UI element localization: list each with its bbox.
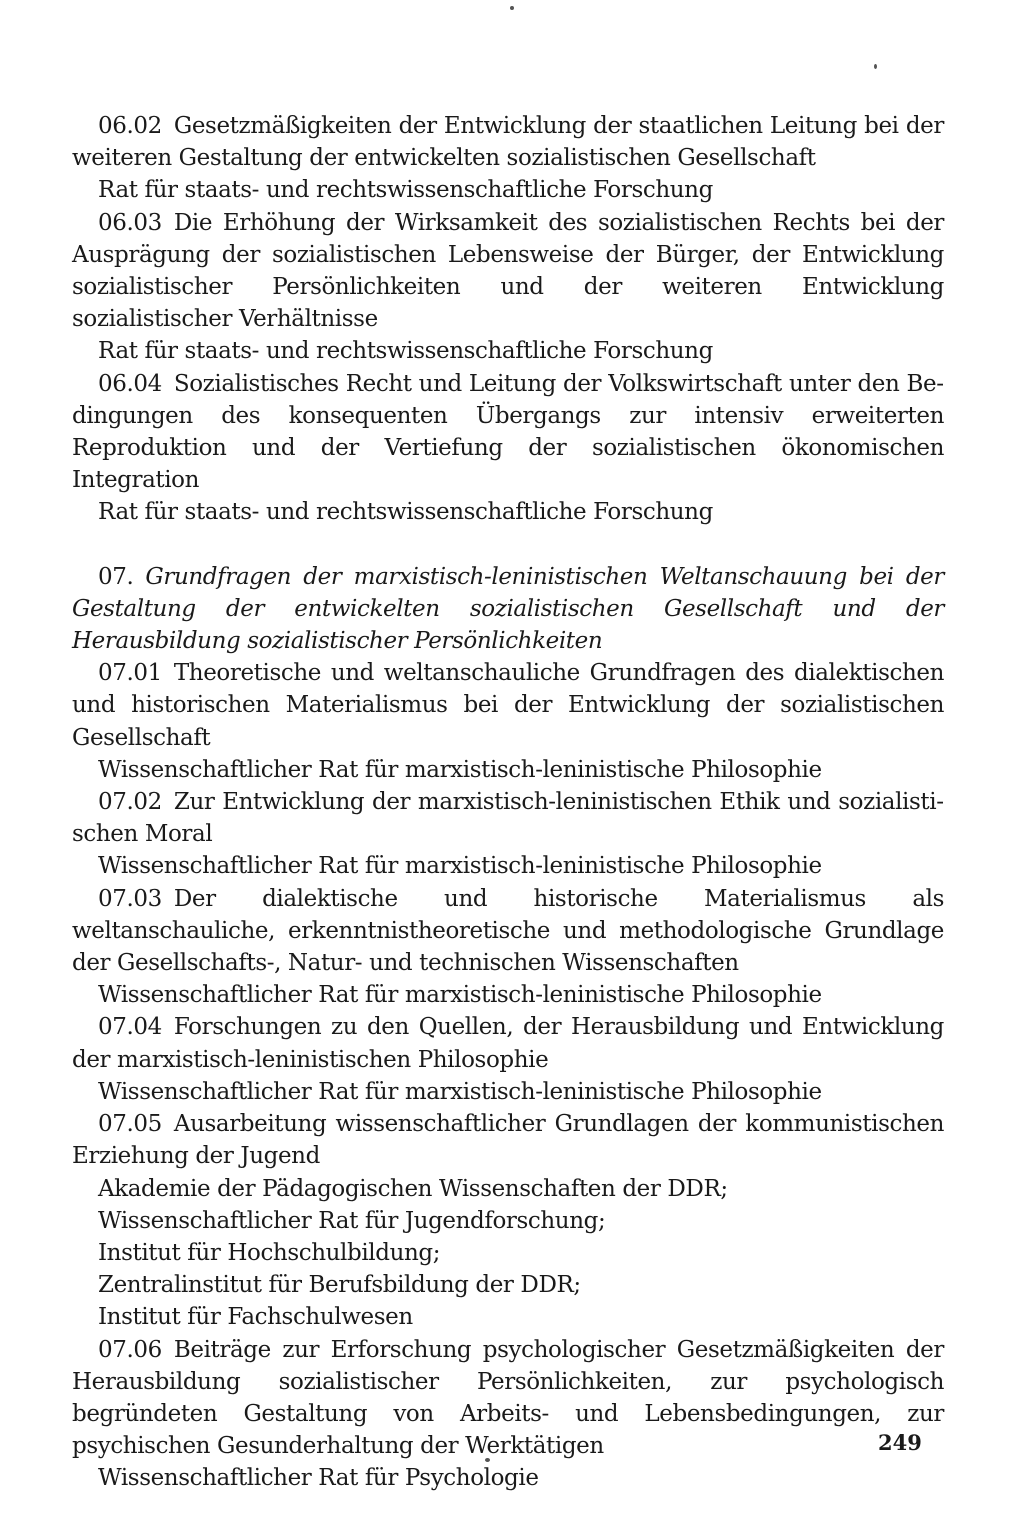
scan-speck bbox=[510, 6, 514, 10]
institution: Rat für staats- und rechtswissenschaftliche Forschung bbox=[98, 499, 713, 526]
entry-title: Die Erhöhung der Wirksamkeit des sozialistischen Rechts bei der Ausprägung der sozialistischen Lebensweise der Bürger, der Entwicklung sozialistischer Persönlichkeiten und der weiteren Entwicklung sozialistischer Verhältnisse bbox=[72, 209, 944, 333]
entry-text bbox=[72, 786, 944, 850]
entry-text bbox=[72, 1108, 944, 1172]
entry-title: Ausarbeitung wissenschaftlicher Grundlagen der kommunistischen Erziehung der Jugend bbox=[72, 1111, 944, 1170]
entry-number: 07.03 bbox=[98, 885, 162, 912]
entry-07-06 bbox=[72, 1334, 944, 1495]
entry-text bbox=[72, 1011, 944, 1075]
institution: Rat für staats- und rechtswissenschaftliche Forschung bbox=[98, 177, 713, 204]
entry-07-03 bbox=[72, 883, 944, 1012]
entry-number: 07.01 bbox=[98, 660, 162, 687]
heading-number: 07. bbox=[98, 563, 134, 590]
entry-07-01 bbox=[72, 657, 944, 786]
institution: Wissenschaftlicher Rat für marxistisch-leninistische Philosophie bbox=[98, 982, 822, 1009]
entry-text bbox=[72, 1334, 944, 1463]
scan-speck bbox=[874, 64, 877, 69]
institution: Zentralinstitut für Berufsbildung der DDR; bbox=[98, 1272, 581, 1299]
section-gap bbox=[72, 529, 944, 561]
entry-text bbox=[72, 657, 944, 754]
entry-06-02 bbox=[72, 110, 944, 207]
institution: Rat für staats- und rechtswissenschaftliche Forschung bbox=[98, 338, 713, 365]
entry-number: 07.05 bbox=[98, 1111, 162, 1138]
document-body bbox=[72, 110, 944, 1495]
institution: Institut für Fachschulwesen bbox=[98, 1304, 413, 1331]
entry-text bbox=[72, 368, 944, 497]
institution: Wissenschaftlicher Rat für marxistisch-leninistische Philosophie bbox=[98, 853, 822, 880]
institution: Wissenschaftlicher Rat für marxistisch-leninistische Philosophie bbox=[98, 1078, 822, 1105]
entry-title: Der dialektische und historische Materialismus als weltanschauliche, erkenntnistheoretische und methodologische Grundlage der Gesellschafts-, Natur- und technischen Wissenschaften bbox=[72, 885, 944, 977]
entry-number: 06.02 bbox=[98, 113, 162, 139]
entry-title: Forschungen zu den Quellen, der Herausbildung und Entwicklung der marxistisch-leninistischen Philosophie bbox=[72, 1014, 944, 1073]
institution: Akademie der Pädagogischen Wissenschaften der DDR; bbox=[98, 1175, 728, 1202]
entry-text bbox=[72, 110, 944, 174]
entry-number: 06.03 bbox=[98, 209, 162, 236]
institution: Wissenschaftlicher Rat für Psychologie bbox=[98, 1465, 539, 1492]
entry-06-04 bbox=[72, 368, 944, 529]
entry-title: Gesetzmäßigkeiten der Entwicklung der staatlichen Leitung bei der weiteren Gestaltung der entwickelten sozialistischen Gesellschaft bbox=[72, 113, 944, 172]
entry-06-03 bbox=[72, 207, 944, 368]
institution: Wissenschaftlicher Rat für Jugendforschung; bbox=[98, 1207, 606, 1234]
entry-07-02 bbox=[72, 786, 944, 883]
entry-07-04 bbox=[72, 1011, 944, 1108]
entry-text bbox=[72, 883, 944, 980]
entry-title: Zur Entwicklung der marxistisch-leninistischen Ethik und sozialistischen Moral bbox=[72, 789, 944, 848]
institution: Wissenschaftlicher Rat für marxistisch-leninistische Philosophie bbox=[98, 756, 822, 783]
entry-title: Beiträge zur Erforschung psychologischer Gesetzmäßigkeiten der Herausbildung sozialistischer Persönlichkeiten, zur psychologisch begründeten Gestaltung von Arbeits- und Lebensbedingungen, zur psychischen Gesunderhaltung der Werktätigen bbox=[72, 1336, 944, 1460]
entry-07-05 bbox=[72, 1108, 944, 1333]
entry-title: Theoretische und weltanschauliche Grundfragen des dialektischen und historischen Materialismus bei der Entwicklung der sozialistischen Gesellschaft bbox=[72, 660, 944, 751]
heading-title: Grundfragen der marxistisch-leninistischen Weltanschauung bei der Gestaltung der entwickelten sozialistischen Gesellschaft und der Herausbildung sozialistischer Persönlichkeiten bbox=[72, 563, 944, 655]
section-heading-07 bbox=[72, 561, 944, 658]
entry-number: 07.04 bbox=[98, 1014, 162, 1041]
entry-number: 07.06 bbox=[98, 1336, 162, 1363]
entry-number: 06.04 bbox=[98, 370, 162, 397]
entry-number: 07.02 bbox=[98, 789, 162, 816]
entry-title: Sozialistisches Recht und Leitung der Volkswirtschaft unter den Bedingungen des konsequenten Übergangs zur intensiv erweiterten Reproduktion und der Vertiefung der sozialistischen ökonomischen Integration bbox=[72, 370, 944, 494]
entry-text bbox=[72, 207, 944, 336]
page-number: 249 bbox=[878, 1430, 922, 1455]
institution: Institut für Hochschulbildung; bbox=[98, 1239, 441, 1266]
